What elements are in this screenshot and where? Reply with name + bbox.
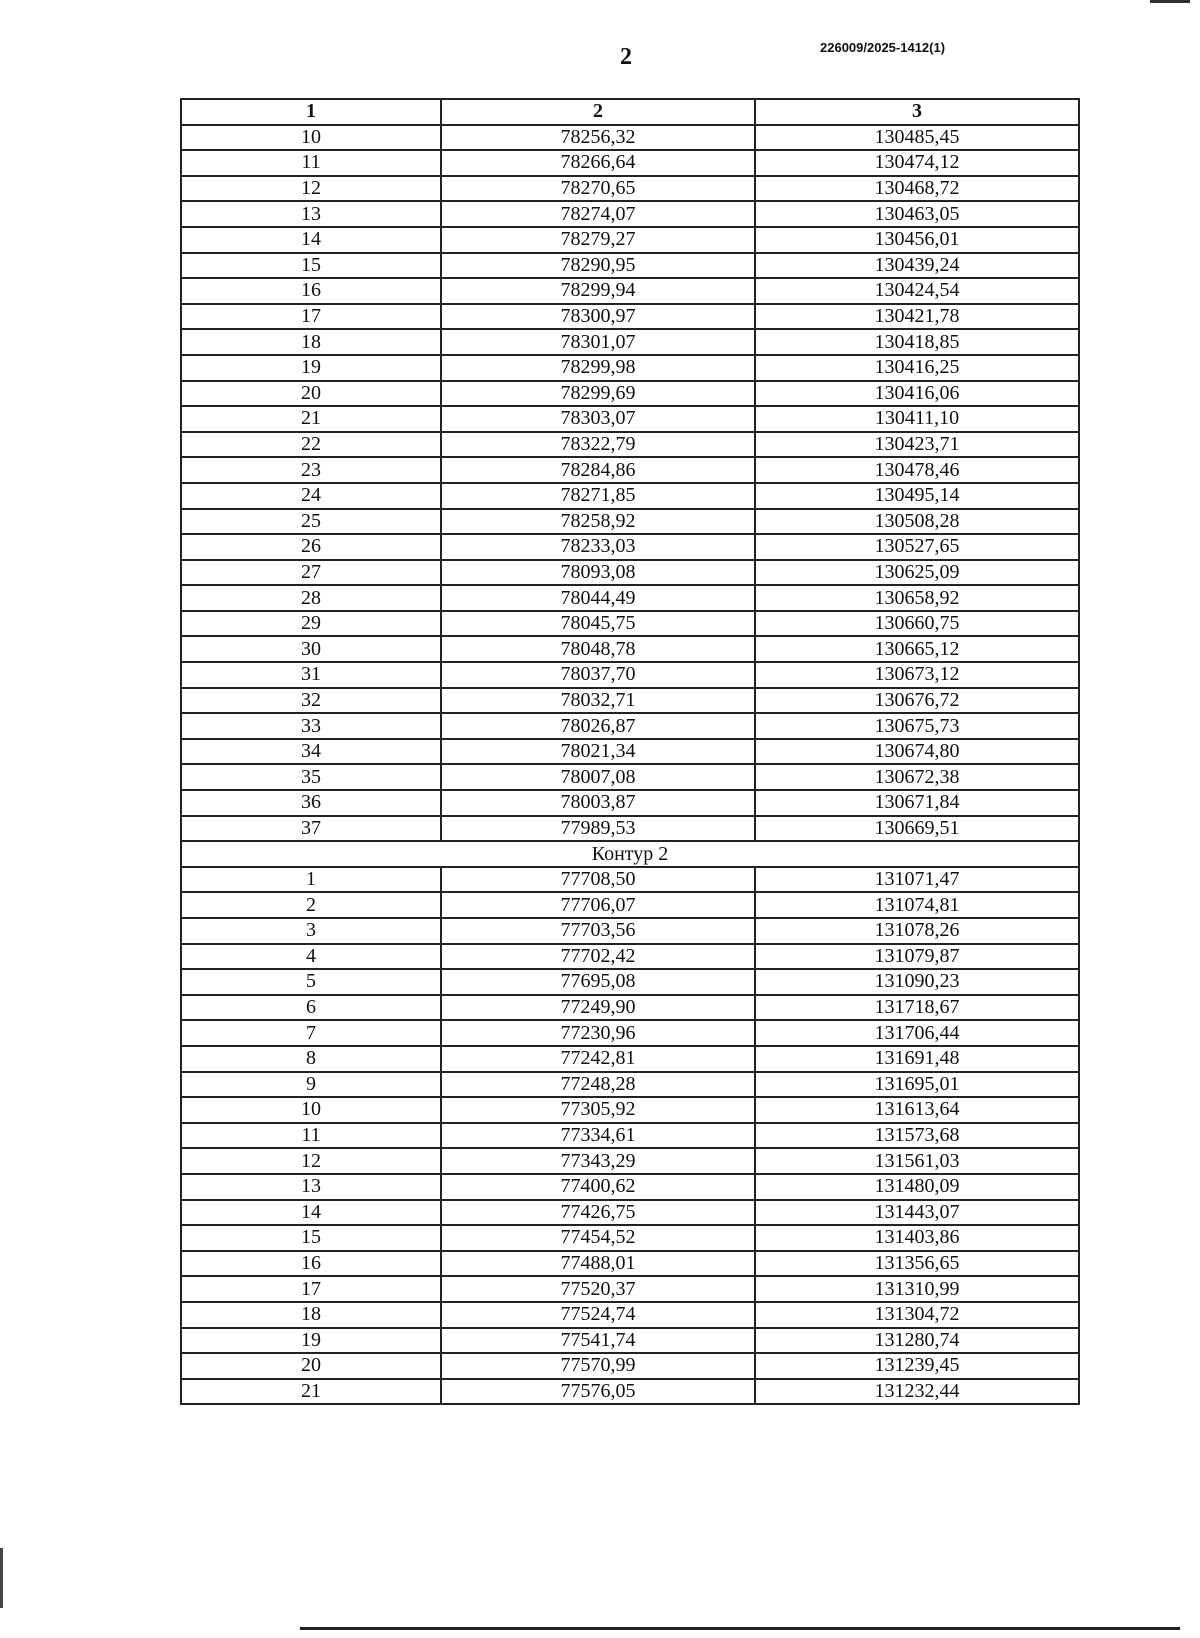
x-coordinate-cell: 78299,94 <box>441 278 755 304</box>
y-coordinate-cell: 130672,38 <box>755 764 1079 790</box>
y-coordinate-cell: 131280,74 <box>755 1328 1079 1354</box>
y-coordinate-cell: 131090,23 <box>755 969 1079 995</box>
table-row <box>181 381 1079 407</box>
table-row <box>181 1353 1079 1379</box>
section-row <box>181 841 1079 867</box>
table-row <box>181 944 1079 970</box>
point-number-cell: 36 <box>181 790 441 816</box>
point-number-cell: 10 <box>181 125 441 151</box>
point-number-cell: 12 <box>181 1148 441 1174</box>
y-coordinate-cell: 131718,67 <box>755 995 1079 1021</box>
x-coordinate-cell: 77702,42 <box>441 944 755 970</box>
x-coordinate-cell: 78256,32 <box>441 125 755 151</box>
x-coordinate-cell: 78279,27 <box>441 227 755 253</box>
contour-1-rows <box>181 125 1079 842</box>
point-number-cell: 30 <box>181 636 441 662</box>
point-number-cell: 23 <box>181 457 441 483</box>
y-coordinate-cell: 131074,81 <box>755 892 1079 918</box>
y-coordinate-cell: 131613,64 <box>755 1097 1079 1123</box>
point-number-cell: 4 <box>181 944 441 970</box>
y-coordinate-cell: 130676,72 <box>755 688 1079 714</box>
y-coordinate-cell: 131443,07 <box>755 1200 1079 1226</box>
point-number-cell: 1 <box>181 867 441 893</box>
y-coordinate-cell: 131232,44 <box>755 1379 1079 1405</box>
y-coordinate-cell: 130416,06 <box>755 381 1079 407</box>
coordinates-table <box>180 98 1080 1405</box>
point-number-cell: 25 <box>181 509 441 535</box>
table-row <box>181 509 1079 535</box>
y-coordinate-cell: 131561,03 <box>755 1148 1079 1174</box>
x-coordinate-cell: 77703,56 <box>441 918 755 944</box>
x-coordinate-cell: 78303,07 <box>441 406 755 432</box>
x-coordinate-cell: 78003,87 <box>441 790 755 816</box>
y-coordinate-cell: 131078,26 <box>755 918 1079 944</box>
x-coordinate-cell: 78258,92 <box>441 509 755 535</box>
point-number-cell: 33 <box>181 713 441 739</box>
point-number-cell: 27 <box>181 560 441 586</box>
scan-edge-mark <box>0 1548 3 1608</box>
point-number-cell: 24 <box>181 483 441 509</box>
y-coordinate-cell: 130411,10 <box>755 406 1079 432</box>
table-row <box>181 1251 1079 1277</box>
y-coordinate-cell: 130418,85 <box>755 329 1079 355</box>
table-row <box>181 1046 1079 1072</box>
table-row <box>181 1148 1079 1174</box>
x-coordinate-cell: 77400,62 <box>441 1174 755 1200</box>
x-coordinate-cell: 77343,29 <box>441 1148 755 1174</box>
x-coordinate-cell: 78301,07 <box>441 329 755 355</box>
y-coordinate-cell: 130421,78 <box>755 304 1079 330</box>
table-row <box>181 534 1079 560</box>
section-title: Контур 2 <box>181 841 1079 867</box>
y-coordinate-cell: 130669,51 <box>755 816 1079 842</box>
table-row <box>181 1174 1079 1200</box>
y-coordinate-cell: 130508,28 <box>755 509 1079 535</box>
table-row <box>181 176 1079 202</box>
table-row <box>181 688 1079 714</box>
point-number-cell: 31 <box>181 662 441 688</box>
x-coordinate-cell: 77305,92 <box>441 1097 755 1123</box>
point-number-cell: 34 <box>181 739 441 765</box>
table-row <box>181 1200 1079 1226</box>
x-coordinate-cell: 78300,97 <box>441 304 755 330</box>
y-coordinate-cell: 130660,75 <box>755 611 1079 637</box>
table-row <box>181 227 1079 253</box>
point-number-cell: 8 <box>181 1046 441 1072</box>
y-coordinate-cell: 130495,14 <box>755 483 1079 509</box>
table-row <box>181 969 1079 995</box>
table-row <box>181 483 1079 509</box>
point-number-cell: 7 <box>181 1020 441 1046</box>
point-number-cell: 21 <box>181 1379 441 1405</box>
column-header: 3 <box>755 99 1079 125</box>
x-coordinate-cell: 77989,53 <box>441 816 755 842</box>
table-row <box>181 355 1079 381</box>
x-coordinate-cell: 77708,50 <box>441 867 755 893</box>
y-coordinate-cell: 130527,65 <box>755 534 1079 560</box>
x-coordinate-cell: 78037,70 <box>441 662 755 688</box>
point-number-cell: 19 <box>181 355 441 381</box>
x-coordinate-cell: 77249,90 <box>441 995 755 1021</box>
point-number-cell: 22 <box>181 432 441 458</box>
point-number-cell: 10 <box>181 1097 441 1123</box>
table-row <box>181 790 1079 816</box>
x-coordinate-cell: 77426,75 <box>441 1200 755 1226</box>
table-row <box>181 816 1079 842</box>
x-coordinate-cell: 78032,71 <box>441 688 755 714</box>
point-number-cell: 19 <box>181 1328 441 1354</box>
y-coordinate-cell: 130456,01 <box>755 227 1079 253</box>
table-row <box>181 150 1079 176</box>
y-coordinate-cell: 131695,01 <box>755 1072 1079 1098</box>
point-number-cell: 28 <box>181 585 441 611</box>
table-row <box>181 1097 1079 1123</box>
y-coordinate-cell: 130463,05 <box>755 201 1079 227</box>
point-number-cell: 20 <box>181 381 441 407</box>
x-coordinate-cell: 78284,86 <box>441 457 755 483</box>
table-row <box>181 201 1079 227</box>
table-row <box>181 918 1079 944</box>
table-row <box>181 611 1079 637</box>
table-row <box>181 1123 1079 1149</box>
x-coordinate-cell: 77334,61 <box>441 1123 755 1149</box>
x-coordinate-cell: 78026,87 <box>441 713 755 739</box>
y-coordinate-cell: 131403,86 <box>755 1225 1079 1251</box>
x-coordinate-cell: 78093,08 <box>441 560 755 586</box>
y-coordinate-cell: 131573,68 <box>755 1123 1079 1149</box>
table-row <box>181 995 1079 1021</box>
table-row <box>181 892 1079 918</box>
y-coordinate-cell: 130671,84 <box>755 790 1079 816</box>
x-coordinate-cell: 77520,37 <box>441 1276 755 1302</box>
table-row <box>181 713 1079 739</box>
x-coordinate-cell: 78044,49 <box>441 585 755 611</box>
y-coordinate-cell: 131356,65 <box>755 1251 1079 1277</box>
x-coordinate-cell: 78274,07 <box>441 201 755 227</box>
table-header-row <box>181 99 1079 125</box>
y-coordinate-cell: 130485,45 <box>755 125 1079 151</box>
point-number-cell: 9 <box>181 1072 441 1098</box>
table-row <box>181 867 1079 893</box>
x-coordinate-cell: 77248,28 <box>441 1072 755 1098</box>
table-row <box>181 1276 1079 1302</box>
table-row <box>181 636 1079 662</box>
y-coordinate-cell: 131239,45 <box>755 1353 1079 1379</box>
x-coordinate-cell: 78266,64 <box>441 150 755 176</box>
table-row <box>181 560 1079 586</box>
table-row <box>181 304 1079 330</box>
point-number-cell: 29 <box>181 611 441 637</box>
point-number-cell: 5 <box>181 969 441 995</box>
y-coordinate-cell: 131706,44 <box>755 1020 1079 1046</box>
document-id: 226009/2025-1412(1) <box>820 40 946 55</box>
table-row <box>181 1225 1079 1251</box>
point-number-cell: 16 <box>181 278 441 304</box>
y-coordinate-cell: 130673,12 <box>755 662 1079 688</box>
column-header: 1 <box>181 99 441 125</box>
y-coordinate-cell: 131079,87 <box>755 944 1079 970</box>
point-number-cell: 13 <box>181 1174 441 1200</box>
point-number-cell: 21 <box>181 406 441 432</box>
y-coordinate-cell: 130674,80 <box>755 739 1079 765</box>
x-coordinate-cell: 78299,98 <box>441 355 755 381</box>
x-coordinate-cell: 78233,03 <box>441 534 755 560</box>
y-coordinate-cell: 130665,12 <box>755 636 1079 662</box>
y-coordinate-cell: 131310,99 <box>755 1276 1079 1302</box>
table-row <box>181 1302 1079 1328</box>
y-coordinate-cell: 130468,72 <box>755 176 1079 202</box>
point-number-cell: 12 <box>181 176 441 202</box>
x-coordinate-cell: 78299,69 <box>441 381 755 407</box>
contour-2-section <box>181 841 1079 867</box>
table-row <box>181 432 1079 458</box>
table-row <box>181 329 1079 355</box>
point-number-cell: 32 <box>181 688 441 714</box>
point-number-cell: 11 <box>181 1123 441 1149</box>
y-coordinate-cell: 130423,71 <box>755 432 1079 458</box>
point-number-cell: 35 <box>181 764 441 790</box>
table-row <box>181 764 1079 790</box>
table-row <box>181 1328 1079 1354</box>
point-number-cell: 6 <box>181 995 441 1021</box>
table-row <box>181 125 1079 151</box>
scan-edge-mark <box>1150 0 1190 3</box>
y-coordinate-cell: 131071,47 <box>755 867 1079 893</box>
point-number-cell: 18 <box>181 329 441 355</box>
point-number-cell: 11 <box>181 150 441 176</box>
scan-edge-mark <box>300 1627 1180 1630</box>
x-coordinate-cell: 77706,07 <box>441 892 755 918</box>
contour-2-rows <box>181 867 1079 1404</box>
column-header: 2 <box>441 99 755 125</box>
page-number: 2 <box>620 44 632 70</box>
x-coordinate-cell: 78271,85 <box>441 483 755 509</box>
y-coordinate-cell: 130478,46 <box>755 457 1079 483</box>
table-row <box>181 1020 1079 1046</box>
point-number-cell: 15 <box>181 1225 441 1251</box>
x-coordinate-cell: 78048,78 <box>441 636 755 662</box>
x-coordinate-cell: 77454,52 <box>441 1225 755 1251</box>
point-number-cell: 37 <box>181 816 441 842</box>
table-row <box>181 1072 1079 1098</box>
point-number-cell: 14 <box>181 227 441 253</box>
point-number-cell: 17 <box>181 1276 441 1302</box>
table-row <box>181 253 1079 279</box>
x-coordinate-cell: 77524,74 <box>441 1302 755 1328</box>
table-row <box>181 662 1079 688</box>
y-coordinate-cell: 130474,12 <box>755 150 1079 176</box>
x-coordinate-cell: 78021,34 <box>441 739 755 765</box>
table-row <box>181 739 1079 765</box>
table-row <box>181 585 1079 611</box>
point-number-cell: 16 <box>181 1251 441 1277</box>
y-coordinate-cell: 130625,09 <box>755 560 1079 586</box>
point-number-cell: 14 <box>181 1200 441 1226</box>
point-number-cell: 15 <box>181 253 441 279</box>
x-coordinate-cell: 77230,96 <box>441 1020 755 1046</box>
table-row <box>181 278 1079 304</box>
point-number-cell: 18 <box>181 1302 441 1328</box>
y-coordinate-cell: 131480,09 <box>755 1174 1079 1200</box>
y-coordinate-cell: 130424,54 <box>755 278 1079 304</box>
table-row <box>181 1379 1079 1405</box>
y-coordinate-cell: 130416,25 <box>755 355 1079 381</box>
x-coordinate-cell: 78322,79 <box>441 432 755 458</box>
y-coordinate-cell: 130675,73 <box>755 713 1079 739</box>
x-coordinate-cell: 78290,95 <box>441 253 755 279</box>
y-coordinate-cell: 131304,72 <box>755 1302 1079 1328</box>
point-number-cell: 13 <box>181 201 441 227</box>
table-row <box>181 406 1079 432</box>
point-number-cell: 2 <box>181 892 441 918</box>
y-coordinate-cell: 130439,24 <box>755 253 1079 279</box>
y-coordinate-cell: 131691,48 <box>755 1046 1079 1072</box>
x-coordinate-cell: 77541,74 <box>441 1328 755 1354</box>
y-coordinate-cell: 130658,92 <box>755 585 1079 611</box>
x-coordinate-cell: 77242,81 <box>441 1046 755 1072</box>
x-coordinate-cell: 78007,08 <box>441 764 755 790</box>
x-coordinate-cell: 78045,75 <box>441 611 755 637</box>
table-row <box>181 457 1079 483</box>
x-coordinate-cell: 78270,65 <box>441 176 755 202</box>
point-number-cell: 26 <box>181 534 441 560</box>
point-number-cell: 3 <box>181 918 441 944</box>
x-coordinate-cell: 77488,01 <box>441 1251 755 1277</box>
point-number-cell: 17 <box>181 304 441 330</box>
point-number-cell: 20 <box>181 1353 441 1379</box>
x-coordinate-cell: 77570,99 <box>441 1353 755 1379</box>
x-coordinate-cell: 77695,08 <box>441 969 755 995</box>
x-coordinate-cell: 77576,05 <box>441 1379 755 1405</box>
